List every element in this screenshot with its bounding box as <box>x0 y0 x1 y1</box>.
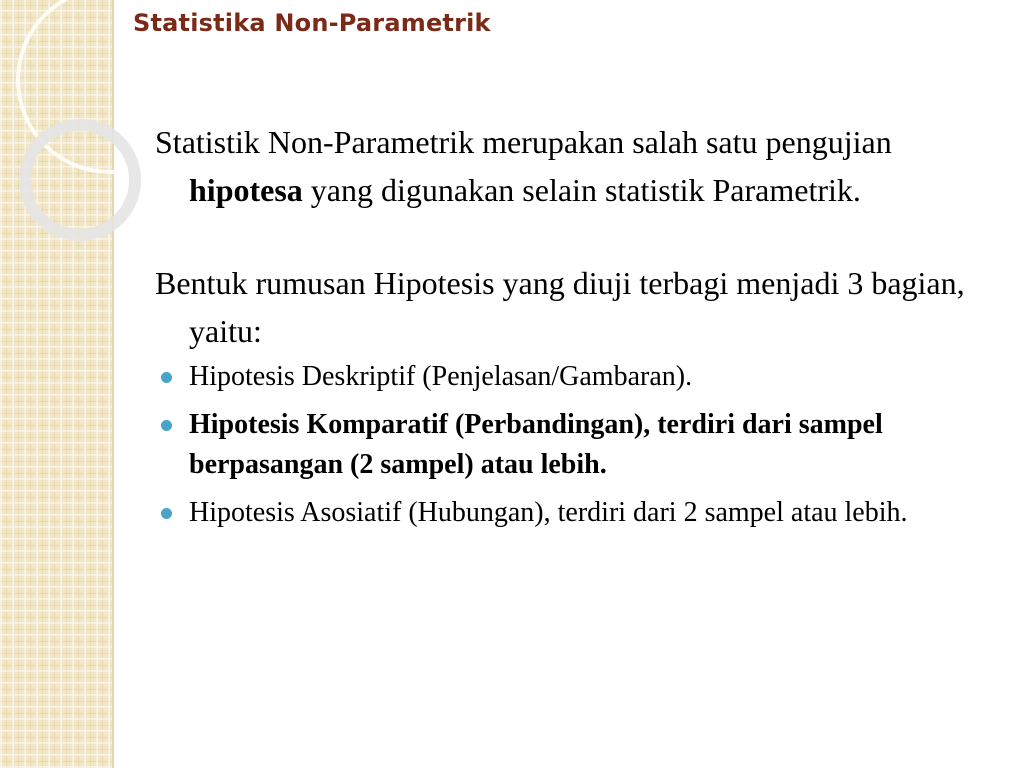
paragraph-definition-start: Statistik Non-Parametrik merupakan salah satu pengujian <box>155 124 892 160</box>
small-decorative-ring <box>25 125 135 235</box>
bullet-comparative-text: Hipotesis Komparatif (Perbandingan), terdiri dari sampel berpasangan (2 sampel) atau lebih. <box>189 409 883 480</box>
bullet-descriptive-text: Hipotesis Deskriptif (Penjelasan/Gambaran). <box>189 361 693 392</box>
bullet-associative-text: Hipotesis Asosiatif (Hubungan), terdiri dari 2 sampel atau lebih. <box>189 497 908 528</box>
paragraph-spacer <box>155 214 985 259</box>
bullet-descriptive <box>155 357 985 397</box>
bullet-associative <box>155 493 985 533</box>
paragraph-definition-emphasis: hipotesa <box>189 172 303 208</box>
bullet-dot-icon <box>161 372 172 383</box>
hypothesis-bullet-list <box>155 357 985 533</box>
paragraph-definition-end: yang digunakan selain statistik Parametrik. <box>302 172 861 208</box>
paragraph-hypothesis-types: Bentuk rumusan Hipotesis yang diuji terbagi menjadi 3 bagian, yaitu: <box>155 265 965 349</box>
slide-title: Statistika Non-Parametrik <box>133 9 491 37</box>
decorative-circles <box>0 0 160 260</box>
slide-body <box>155 118 985 541</box>
paragraph-definition <box>155 118 985 214</box>
bullet-dot-icon <box>161 508 172 519</box>
bullet-dot-icon <box>161 420 172 431</box>
bullet-comparative <box>155 405 985 485</box>
